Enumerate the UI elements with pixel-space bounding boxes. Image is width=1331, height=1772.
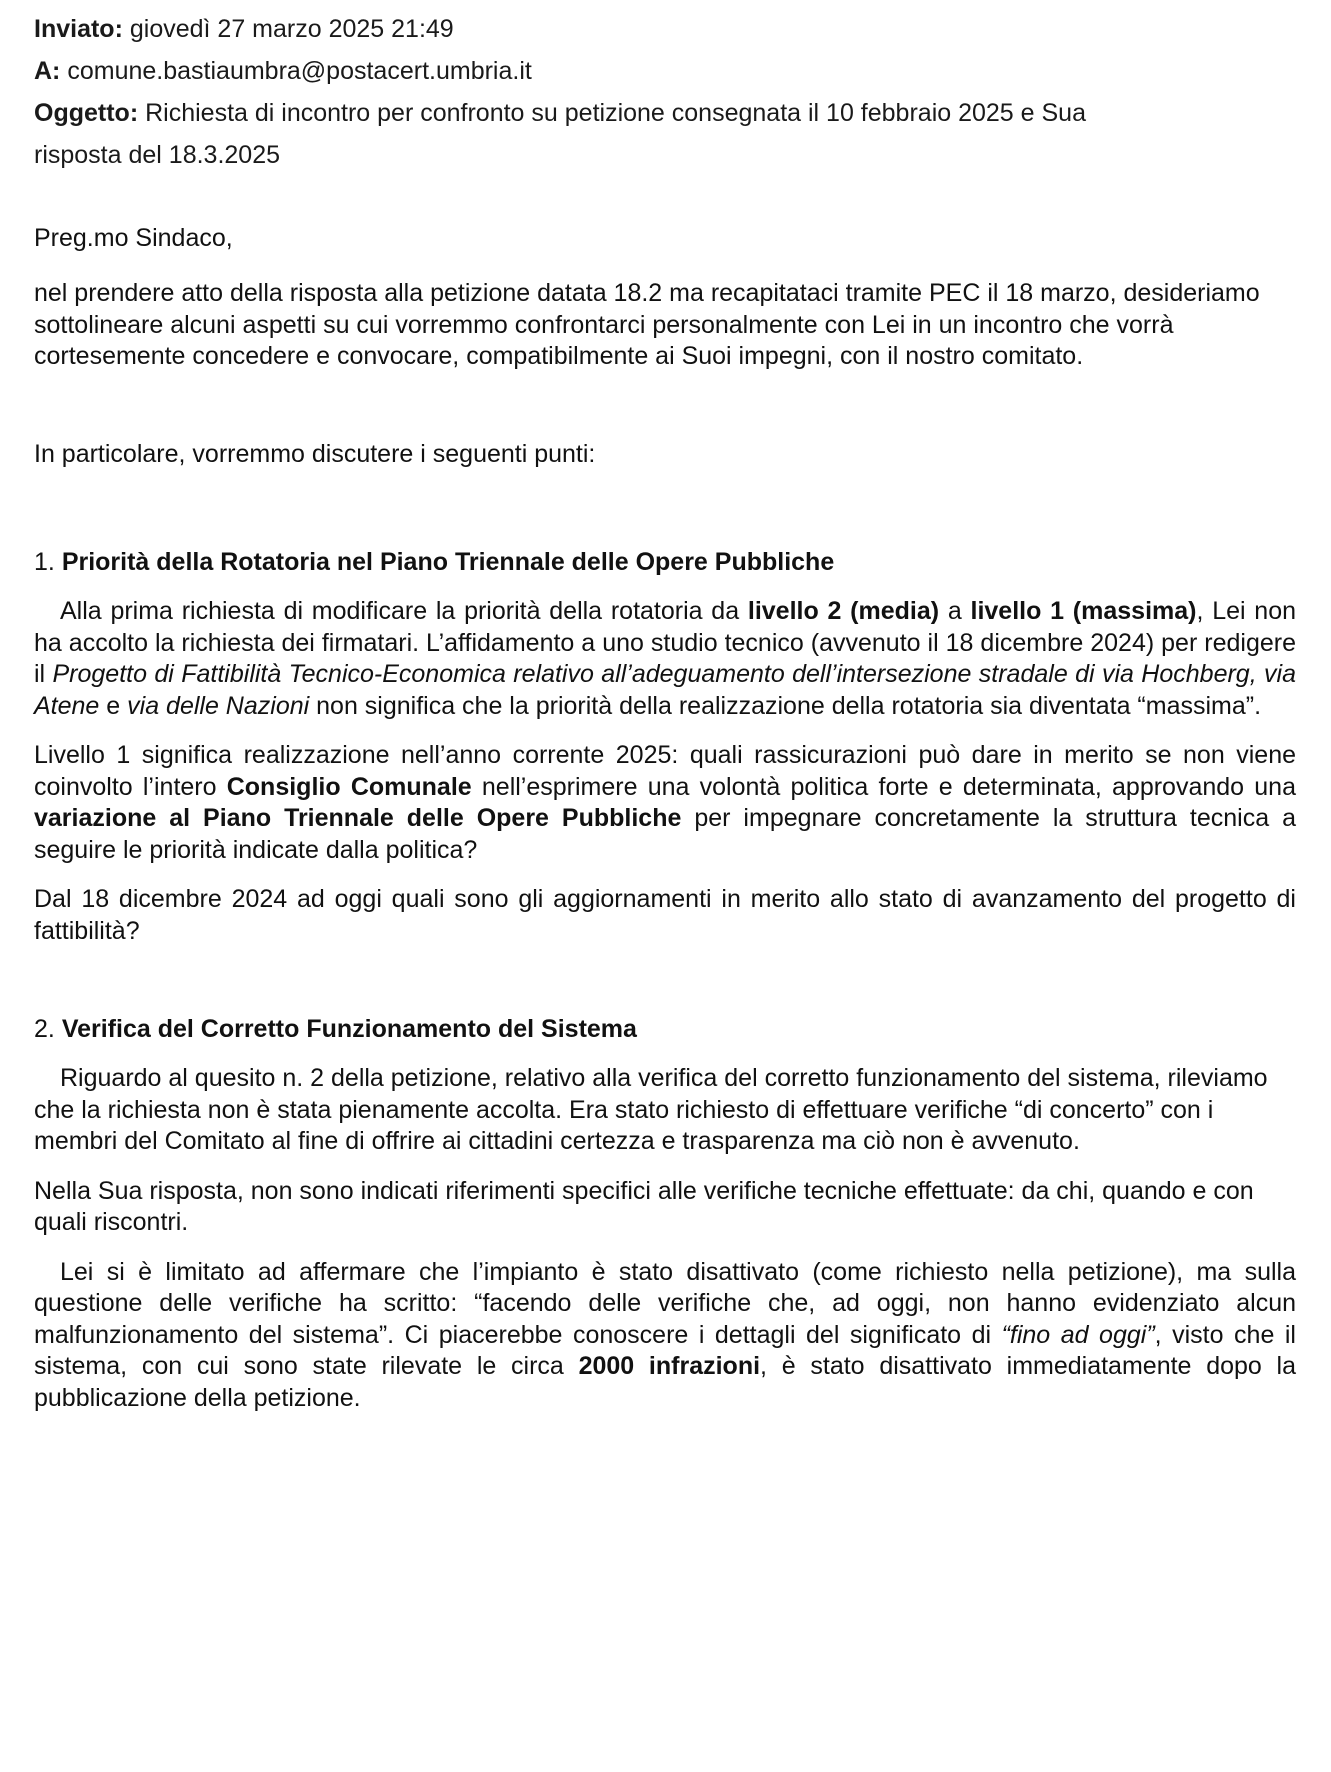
intro-paragraph: nel prendere atto della risposta alla petizione datata 18.2 ma recapitataci tramite PEC il 18 marzo, desideriamo sottolineare alcuni aspetti su cui vorremmo confrontarci personalmente con Lei in un incontro che vorrà cortesemente concedere e convocare, compatibilmente ai Suoi impegni, con il nostro comitato. [34,279,1260,370]
section2-paragraph3 [34,1257,1296,1415]
sent-value: giovedì 27 marzo 2025 21:49 [129,15,454,43]
to-label: A: [34,57,61,85]
text: e [99,691,128,720]
to-row [34,50,1294,92]
greeting: Preg.mo Sindaco, [34,224,233,252]
text: Livello 1 significa realizzazione nell’anno corrente 2025: quali rassicurazioni può dare in merito se non viene coinvolto l’intero [34,741,1296,801]
email-header [34,8,1294,176]
subject-value-line2: risposta del 18.3.2025 [34,141,281,169]
emphasis: variazione al Piano Triennale delle Opere Pubbliche [34,804,682,832]
text: non significa che la priorità della realizzazione della rotatoria sia diventata “massima”. [309,691,1262,720]
letter-body [34,222,1296,1414]
text: , Lei non ha accolto la richiesta dei firmatari. L’affidamento a uno studio tecnico (avvenuto il 18 dicembre 2024) per redigere il [34,597,1297,688]
section1-heading [34,546,1296,578]
section1-title: Priorità della Rotatoria nel Piano Triennale delle Opere Pubbliche [61,548,835,576]
text: Alla prima richiesta di modificare la priorità della rotatoria da [60,597,748,625]
section1-paragraph1 [34,596,1296,722]
emphasis: livello 1 (massima) [970,597,1197,625]
points-intro: In particolare, vorremmo discutere i seguenti punti: [34,439,596,468]
text: nell’esprimere una volontà politica forte e determinata, approvando una [471,772,1296,801]
text: , visto che il sistema, con cui sono state rilevate le circa [34,1320,1296,1380]
emphasis: livello 2 (media) [747,597,940,625]
text: Lei si è limitato ad affermare che l’impianto è stato disattivato (come richiesto nella petizione), ma sulla questione delle verifiche ha scritto: “facendo delle verifiche che, ad oggi, non hanno evidenziato alcun malfunzionamento del sistema”. Ci piacerebbe conoscere i dettagli del significato di [34,1257,1296,1349]
text: per impegnare concretamente la struttura tecnica a seguire le priorità indicate dalla politica? [34,804,1296,864]
text: , è stato disattivato immediatamente dopo la pubblicazione della petizione. [34,1352,1297,1412]
street-name: via delle Nazioni [127,691,310,720]
text: a [939,597,971,625]
emphasis: 2000 infrazioni [578,1352,761,1380]
to-address[interactable]: comune.bastiaumbra@postacert.umbria.it [67,57,532,85]
sent-label: Inviato: [34,15,123,43]
section2-number: 2. [34,1015,55,1043]
subject-value-line1: Richiesta di incontro per confronto su petizione consegnata il 10 febbraio 2025 e Sua [145,99,1086,127]
subject-label: Oggetto: [34,99,139,127]
emphasis: Consiglio Comunale [226,772,472,801]
section2-paragraph1: Riguardo al quesito n. 2 della petizione, relativo alla verifica del corretto funzionamento del sistema, rileviamo che la richiesta non è stata pienamente accolta. Era stato richiesto di effettuare verifiche “di concerto” con i membri del Comitato al fine di offrire ai cittadini certezza e trasparenza ma ciò non è avvenuto. [34,1064,1268,1155]
section2-title: Verifica del Corretto Funzionamento del Sistema [61,1015,637,1043]
section2-heading [34,1013,1296,1045]
section1-paragraph3: Dal 18 dicembre 2024 ad oggi quali sono gli aggiornamenti in merito allo stato di avanzamento del progetto di fattibilità? [34,885,1296,945]
sent-row [34,8,1294,50]
section2-paragraph2: Nella Sua risposta, non sono indicati riferimenti specifici alle verifiche tecniche effettuate: da chi, quando e con quali riscontri. [34,1176,1254,1236]
section1-paragraph2 [34,740,1296,866]
quote: “fino ad oggi” [1001,1320,1155,1349]
project-title: Progetto di Fattibilità Tecnico-Economica relativo all’adeguamento dell’intersezione stradale di via Hochberg, via Atene [34,660,1296,720]
subject-row [34,92,1294,134]
section1-number: 1. [34,548,55,576]
